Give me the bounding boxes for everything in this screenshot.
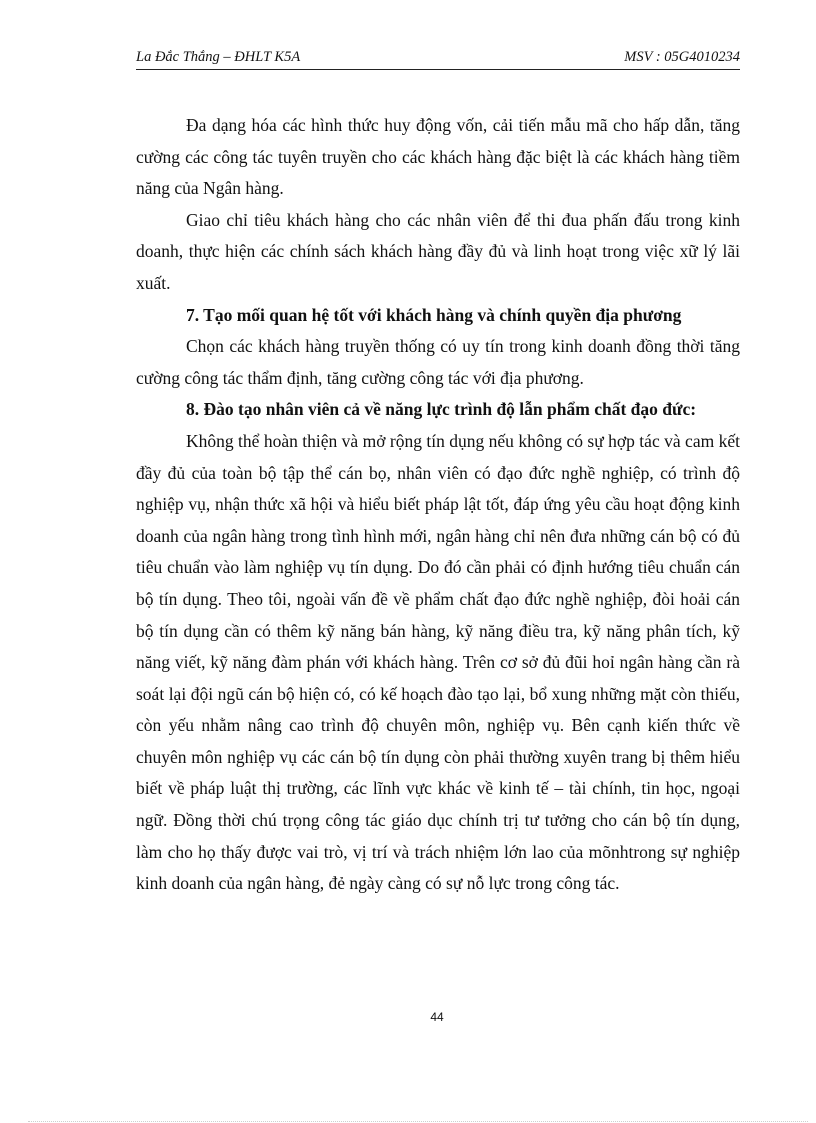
- page-bottom-divider: [28, 1121, 808, 1122]
- paragraph: Chọn các khách hàng truyền thống có uy tín trong kinh doanh đồng thời tăng cường công tác thẩm định, tăng cường công tác với địa phương.: [136, 336, 740, 388]
- paragraph: Giao chỉ tiêu khách hàng cho các nhân viên để thi đua phấn đấu trong kinh doanh, thực hiện các chính sách khách hàng đầy đủ và linh hoạt trong việc xữ lý lãi xuất.: [136, 209, 740, 293]
- paragraph: Đa dạng hóa các hình thức huy động vốn, cải tiến mẫu mã cho hấp dẫn, tăng cường các công tác tuyên truyền cho các khách hàng đặc biệt là các khách hàng tiềm năng của Ngân hàng.: [136, 115, 740, 199]
- page-number: 44: [430, 1010, 444, 1024]
- header-divider: [136, 69, 740, 70]
- header-student-id: MSV : 05G4010234: [624, 49, 740, 65]
- section-heading: 8. Đào tạo nhân viên cả về năng lực trình độ lẫn phẩm chất đạo đức:: [186, 399, 697, 420]
- body-text: [136, 110, 740, 900]
- page-header: [136, 48, 740, 66]
- section-heading: 7. Tạo mối quan hệ tốt với khách hàng và chính quyền địa phương: [186, 304, 682, 325]
- paragraph: Không thể hoàn thiện và mở rộng tín dụng nếu không có sự hợp tác và cam kết đầy đủ của toàn bộ tập thể cán bọ, nhân viên có đạo đức nghề nghiệp, có trình độ nghiệp vụ, nhận thức xã hội và hiểu biết pháp lật tốt, đáp ứng yêu cầu hoạt động kinh doanh của ngân hàng trong tình hình mới, ngân hàng chỉ nên đưa những cán bộ có đủ tiêu chuẩn vào làm nghiệp vụ tín dụng. Do đó cần phải có định hướng tiêu chuẩn cán bộ tín dụng. Theo tôi, ngoài vấn đề về phẩm chất đạo đức nghề nghiệp, đòi hoải cán bộ tín dụng cần có thêm kỹ năng bán hàng, kỹ năng điều tra, kỹ năng phân tích, kỹ năng viết, kỹ năng đàm phán với khách hàng. Trên cơ sở đủ đũi hoỉ ngân hàng cần rà soát lại đội ngũ cán bộ hiện có, có kế hoạch đào tạo lại, bổ xung những mặt còn thiếu, còn yếu nhằm nâng cao trình độ chuyên môn, nghiệp vụ. Bên cạnh kiến thức về chuyên môn nghiệp vụ các cán bộ tín dụng còn phải thường xuyên trang bị thêm hiểu biết về pháp luật thị trường, các lĩnh vực khác về kinh tế – tài chính, tin học, ngoại ngữ. Đồng thời chú trọng công tác giáo dục chính trị tư tưởng cho cán bộ tín dụng, làm cho họ thấy được vai trò, vị trí và trách nhiệm lớn lao của mõnhtrong sự nghiệp kinh doanh của ngân hàng, đẻ ngày càng có sự nỗ lực trong công tác.: [136, 430, 740, 894]
- header-author: La Đắc Thắng – ĐHLT K5A: [136, 49, 301, 65]
